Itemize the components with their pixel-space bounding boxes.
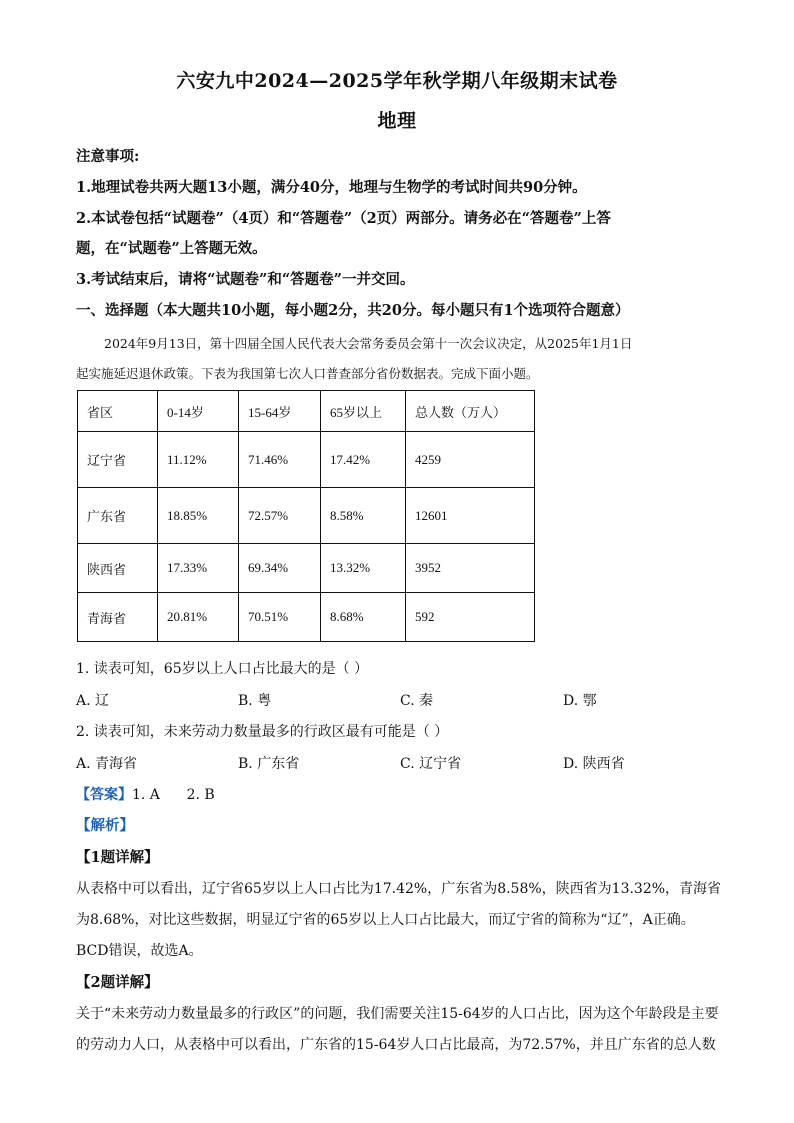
q2-option-b[interactable]: B. 广东省: [238, 756, 300, 772]
table-cell: 4259: [406, 432, 535, 488]
header-cell: 15-64岁: [239, 391, 321, 432]
table-row: [78, 593, 535, 642]
table-cell: 8.58%: [321, 488, 406, 544]
analysis-tag: 【解析】: [76, 817, 134, 834]
q2-option-c[interactable]: C. 辽宁省: [400, 756, 462, 772]
exam-title: 六安九中2024—2025学年秋学期八年级期末试卷: [176, 70, 618, 92]
subject-title: 地理: [377, 110, 417, 132]
notes-heading: 注意事项:: [76, 148, 140, 165]
table-cell: 广东省: [78, 488, 158, 544]
q1-option-a[interactable]: A. 辽: [76, 693, 110, 709]
header-cell: 65岁以上: [321, 391, 406, 432]
table-cell: 72.57%: [239, 488, 321, 544]
q2-option-a[interactable]: A. 青海省: [76, 756, 138, 772]
table-cell: 8.68%: [321, 593, 406, 642]
question-1-stem: 1. 读表可知，65岁以上人口占比最大的是（ ）: [76, 661, 369, 677]
q1-detail-tag: 【1题详解】: [76, 849, 159, 866]
question-2-stem: 2. 读表可知，未来劳动力数量最多的行政区最有可能是（ ）: [76, 724, 449, 740]
table-cell: 11.12%: [158, 432, 239, 488]
q2-detail-tag: 【2题详解】: [76, 974, 159, 991]
table-row: [78, 488, 535, 544]
q1-option-d[interactable]: D. 鄂: [563, 693, 597, 709]
q1-option-b[interactable]: B. 粤: [238, 693, 272, 709]
q2-option-d[interactable]: D. 陕西省: [563, 756, 625, 772]
intro-line-2: 起实施延迟退休政策。下表为我国第七次人口普查部分省份数据表。完成下面小题。: [76, 366, 539, 381]
answer-tag: 【答案】: [76, 787, 132, 803]
note-item-1: 1.地理试卷共两大题13小题，满分40分，地理与生物学的考试时间共90分钟。: [76, 179, 587, 196]
table-cell: 17.42%: [321, 432, 406, 488]
table-cell: 12601: [406, 488, 535, 544]
q2-detail-line-1: 关于“未来劳动力数量最多的行政区”的问题，我们需要关注15-64岁的人口占比，因为这个年龄段是主要: [76, 1006, 719, 1022]
table-cell: 青海省: [78, 593, 158, 642]
q1-detail-line-3: BCD错误，故选A。: [76, 943, 203, 959]
q1-detail-line-1: 从表格中可以看出，辽宁省65岁以上人口占比为17.42%，广东省为8.58%，陕西省为13.32%，青海省: [76, 881, 722, 897]
header-cell: 省区: [78, 391, 158, 432]
table-cell: 17.33%: [158, 544, 239, 593]
table-row: [78, 432, 535, 488]
note-item-2: 2.本试卷包括“试题卷”（4页）和“答题卷”（2页）两部分。请务必在“答题卷”上答: [76, 210, 611, 227]
table-cell: 13.32%: [321, 544, 406, 593]
table-cell: 71.46%: [239, 432, 321, 488]
population-table: [77, 390, 535, 642]
note-item-3: 3.考试结束后，请将“试题卷”和“答题卷”一并交回。: [76, 271, 415, 288]
q1-detail-line-2: 为8.68%，对比这些数据，明显辽宁省的65岁以上人口占比最大，而辽宁省的简称为“辽”，A正确。: [76, 912, 695, 928]
table-cell: 20.81%: [158, 593, 239, 642]
table-cell: 592: [406, 593, 535, 642]
header-cell: 0-14岁: [158, 391, 239, 432]
header-cell: 总人数（万人）: [406, 391, 535, 432]
answer-line: [76, 785, 726, 805]
table-cell: 70.51%: [239, 593, 321, 642]
section1-heading: 一、选择题（本大题共10小题，每小题2分，共20分。每小题只有1个选项符合题意）: [76, 302, 630, 319]
table-cell: 陕西省: [78, 544, 158, 593]
q1-option-c[interactable]: C. 秦: [400, 693, 434, 709]
note-item-2-cont: 题，在“试题卷”上答题无效。: [76, 240, 267, 257]
intro-line-1: 2024年9月13日，第十四届全国人民代表大会常务委员会第十一次会议决定，从2025年1月1日: [104, 336, 633, 351]
table-cell: 3952: [406, 544, 535, 593]
table-header-row: [78, 391, 535, 432]
q2-detail-line-2: 的劳动力人口，从表格中可以看出，广东省的15-64岁人口占比最高，为72.57%，并且广东省的总人数: [76, 1037, 716, 1053]
answer-text: 1. A 2. B: [132, 787, 215, 803]
table-cell: 18.85%: [158, 488, 239, 544]
table-row: [78, 544, 535, 593]
table-cell: 辽宁省: [78, 432, 158, 488]
table-cell: 69.34%: [239, 544, 321, 593]
